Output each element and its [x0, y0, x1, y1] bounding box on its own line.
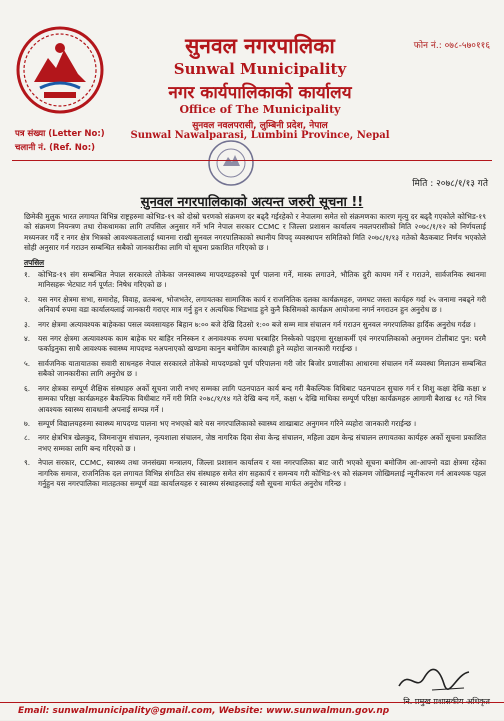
item-number: ५.: [24, 358, 31, 368]
notice-item: [24, 419, 486, 429]
item-number: ८.: [24, 433, 31, 443]
notice-item: [24, 270, 486, 291]
item-text: नगर क्षेत्रका सम्पूर्ण शैक्षिक संस्थाहरु अर्को सूचना जारी नभए सम्मका लागि पठनपाठन कार्य बन्द गरी बैकल्पिक विधिबाट पठनपाठन सुचारु गर्न र शिशु कक्षा देखि कक्षा ४ सम्मका परिक्षा कार्यक्रमहरु बैकल्पिक विधीबाट गर्ने गरी मिति २०७८/१/१४ गते देखि बन्द गर्ने, कक्षा ५ देखि माथिका सम्पूर्ण परिक्षा कार्यक्रमहरु आगामी बैशाख १८ गते भित्र आवश्यक स्वास्थ्य सावधानी अपनाई सम्पन्न गर्ने ।: [38, 383, 486, 414]
signature: [394, 664, 474, 694]
notice-item: [24, 320, 486, 330]
item-text: नगर क्षेत्रमा अत्यावश्यक बाहेकका पसल व्यवसायहरु बिहान ७:०० बजे देखि दिउसो १:०० बजे सम्म मात्र संचालन गर्न गराउन सुनवल नगरपालिका हार्दिक अनुरोध गर्दछ ।: [38, 319, 476, 329]
item-number: ४.: [24, 334, 31, 344]
notice-items: [24, 270, 486, 489]
municipality-name-en: Sunwal Municipality: [173, 60, 347, 78]
signatory-title: नि. प्रमुख प्रशासकीय अधिकृत: [403, 697, 490, 706]
notice-title: सुनवल नगरपालिकाको अत्यन्त जरुरी सूचना !!: [140, 195, 364, 210]
office-name-en: Office of The Municipality: [179, 103, 341, 116]
item-text: सार्वजनिक यातायातका सवारी साधनहरु नेपाल सरकारले तोकेको मापदण्डको पूर्ण परिपालना गरी जोर बिजोर प्रणालीका आधारमा संचालन गर्ने व्यवस्था मिलाउन सम्बन्धित सबैको जानकारीका लागि अनुरोध छ ।: [38, 358, 486, 379]
item-text: यस नगर क्षेत्रमा सभा, समारोह, विवाह, व्रतबन्ध, भोजभतेर, लगायतका सामाजिक कार्य र राजनितिक दलका कार्यक्रमहरु, जमघट जस्ता कार्यहरु गर्दा २५ जनामा नबढ्ने गरी अनिवार्य रुपमा वडा कार्यालयलाई जानकारी गराएर मात्र गर्नु हुन र अत्यधिक भिडभाड हुने कुनै किसिमको कार्यक्रम आयोजना नगर्न नगराउन हुन अनुरोध छ ।: [38, 294, 486, 315]
address-np: सुनवल नवलपरासी, लुम्बिनी प्रदेश, नेपाल: [192, 121, 328, 131]
tapsil-heading: तपसिल: [24, 257, 45, 267]
item-number: ७.: [24, 418, 31, 428]
notice-body: [24, 212, 486, 493]
notice-item: [24, 384, 486, 415]
address-en: Sunwal Nawalparasi, Lumbini Province, Nepal: [130, 130, 390, 141]
item-text: यस नगर क्षेत्रमा अत्यावश्यक काम बाहेक घर बाहिर ननिस्कन र अनावश्यक रुपमा घरबाहिर निस्केको पाइएमा सुरक्षाकर्मी एवं नगरपालिकाको अनुगमन टोलीबाट पुन: घरमै फर्काइनुका साथै आवश्यक स्वास्थ्य मापदण्ड नअपनाएको खण्डमा कानुन बमोजिम कारबाही हुने व्यहोरा जानकारी गराईन्छ ।: [38, 334, 486, 354]
item-number: ६.: [24, 383, 31, 393]
office-name-np: नगर कार्यपालिकाको कार्यालय: [168, 83, 352, 103]
phone-number: फोन नं.: ०७८-५७०११६: [413, 41, 490, 51]
notice-item: [24, 295, 486, 316]
intro-paragraph: छिमेकी मुलुक भारत लगायत विभिन्न राष्ट्रहरुमा कोभिड-१९ को दोस्रो चरणको संक्रमण दर बढ्दै गईरहेको र नेपालमा समेत सो संक्रमणका कारण मृत्यु दर बढ्दै गएकोले कोभिड-१९ को संक्रमण नियन्त्रण तथा रोकथामका लागि तपसिल अनुसार गर्ने भनि नेपाल सरकार CCMC र जिल्ला प्रशासन कार्यालय नवलपरासीको मिति २०७८/१/१२ को निर्णयलाई मध्यनजर गर्दै र नगर क्षेत्र भित्रको आवश्यकतालाई ध्यानमा राखी सुनवल नगरपालिकाको स्थानीय विपद् व्यवस्थापन समितिको मिति २०७८/१/१३ गतेको बैठकबाट निर्णय भएकोले सोही अनुसार गर्न गराउन सम्बन्धित सबैको जानकारीका लागि यो सूचना प्रकाशित गरिएको छ ।: [24, 212, 486, 253]
item-text: कोभिड-१९ संग सम्बन्धित नेपाल सरकारले तोकेका जनस्वास्थ्य मापदण्डहरुको पूर्ण पालना गर्ने, मास्क लगाउने, भौतिक दुरी कायम गर्ने र गराउने, सार्वजनिक स्थानमा मानिसहरू भेटघाट गर्न पूर्णत: निषेध गरिएको छ ।: [38, 270, 486, 290]
footer-bar: [0, 702, 504, 721]
municipality-name-np: सुनवल नगरपालिका: [185, 34, 335, 58]
municipality-logo: [14, 24, 106, 116]
notice-item: [24, 433, 486, 454]
item-text: नेपाल सरकार, CCMC, स्वास्थ्य तथा जनसंख्या मन्त्रालय, जिल्ला प्रशासन कार्यालय र यस नगरपालिका बाट जारी भएको सूचना बमोजिम आ-आफ्नो वडा क्षेत्रमा रहेका नागरिक समाज, राजनितिक दल लगायत विभिन्न संगठित संघ संस्थाहरु समेत संग सहकार्य र समन्वय गरी कोभिड-१९ को संक्रमण जोखिमलाई न्यूनीकरण गर्न आवश्यक पहल गर्नुहुन यस नगरपालिका मातहतका सम्पूर्ण वडा कार्यालयहरु र स्वास्थ्य संस्थाहरुलाई यसै सूचना मार्फत अनुरोध गरिन्छ ।: [38, 458, 486, 488]
reference-number-label: चलानी नं. (Ref. No:): [15, 143, 95, 153]
letter-number-label: पत्र संख्या (Letter No:): [15, 129, 105, 139]
notice-date: मिति : २०७८/१/१३ गते: [412, 179, 488, 189]
footer-contact: Email: sunwalmunicipality@gmail.com, Website: www.sunwalmun.gov.np: [18, 706, 390, 716]
notice-item: [24, 359, 486, 380]
notice-item: [24, 458, 486, 489]
office-stamp: [206, 138, 256, 188]
item-number: ९.: [24, 458, 31, 468]
item-text: नगर क्षेत्रभित्र खेलकुद, जिमनाजुम संचालन, नृत्यशाला संचालन, जेष्ठ नागरिक दिवा सेवा केन्द्र संचालन, महिला उद्यम केन्द्र संचालन लगायतका कार्यहरु अर्को सूचना प्रकाशित नभए सम्मका लागि बन्द गरिएको छ ।: [38, 433, 486, 453]
item-number: ३.: [24, 319, 31, 329]
notice-item: [24, 334, 486, 355]
item-number: २.: [24, 294, 31, 304]
header-divider: [12, 160, 492, 161]
item-number: १.: [24, 270, 31, 280]
item-text: सम्पूर्ण विद्यालयहरुमा स्वास्थ्य मापदण्ड पालना भए नभएको बारे यस नगरपालिकाको स्वास्थ्य शाखाबाट अनुगमन गरिने व्यहोरा जानकारी गराईन्छ ।: [38, 418, 417, 428]
